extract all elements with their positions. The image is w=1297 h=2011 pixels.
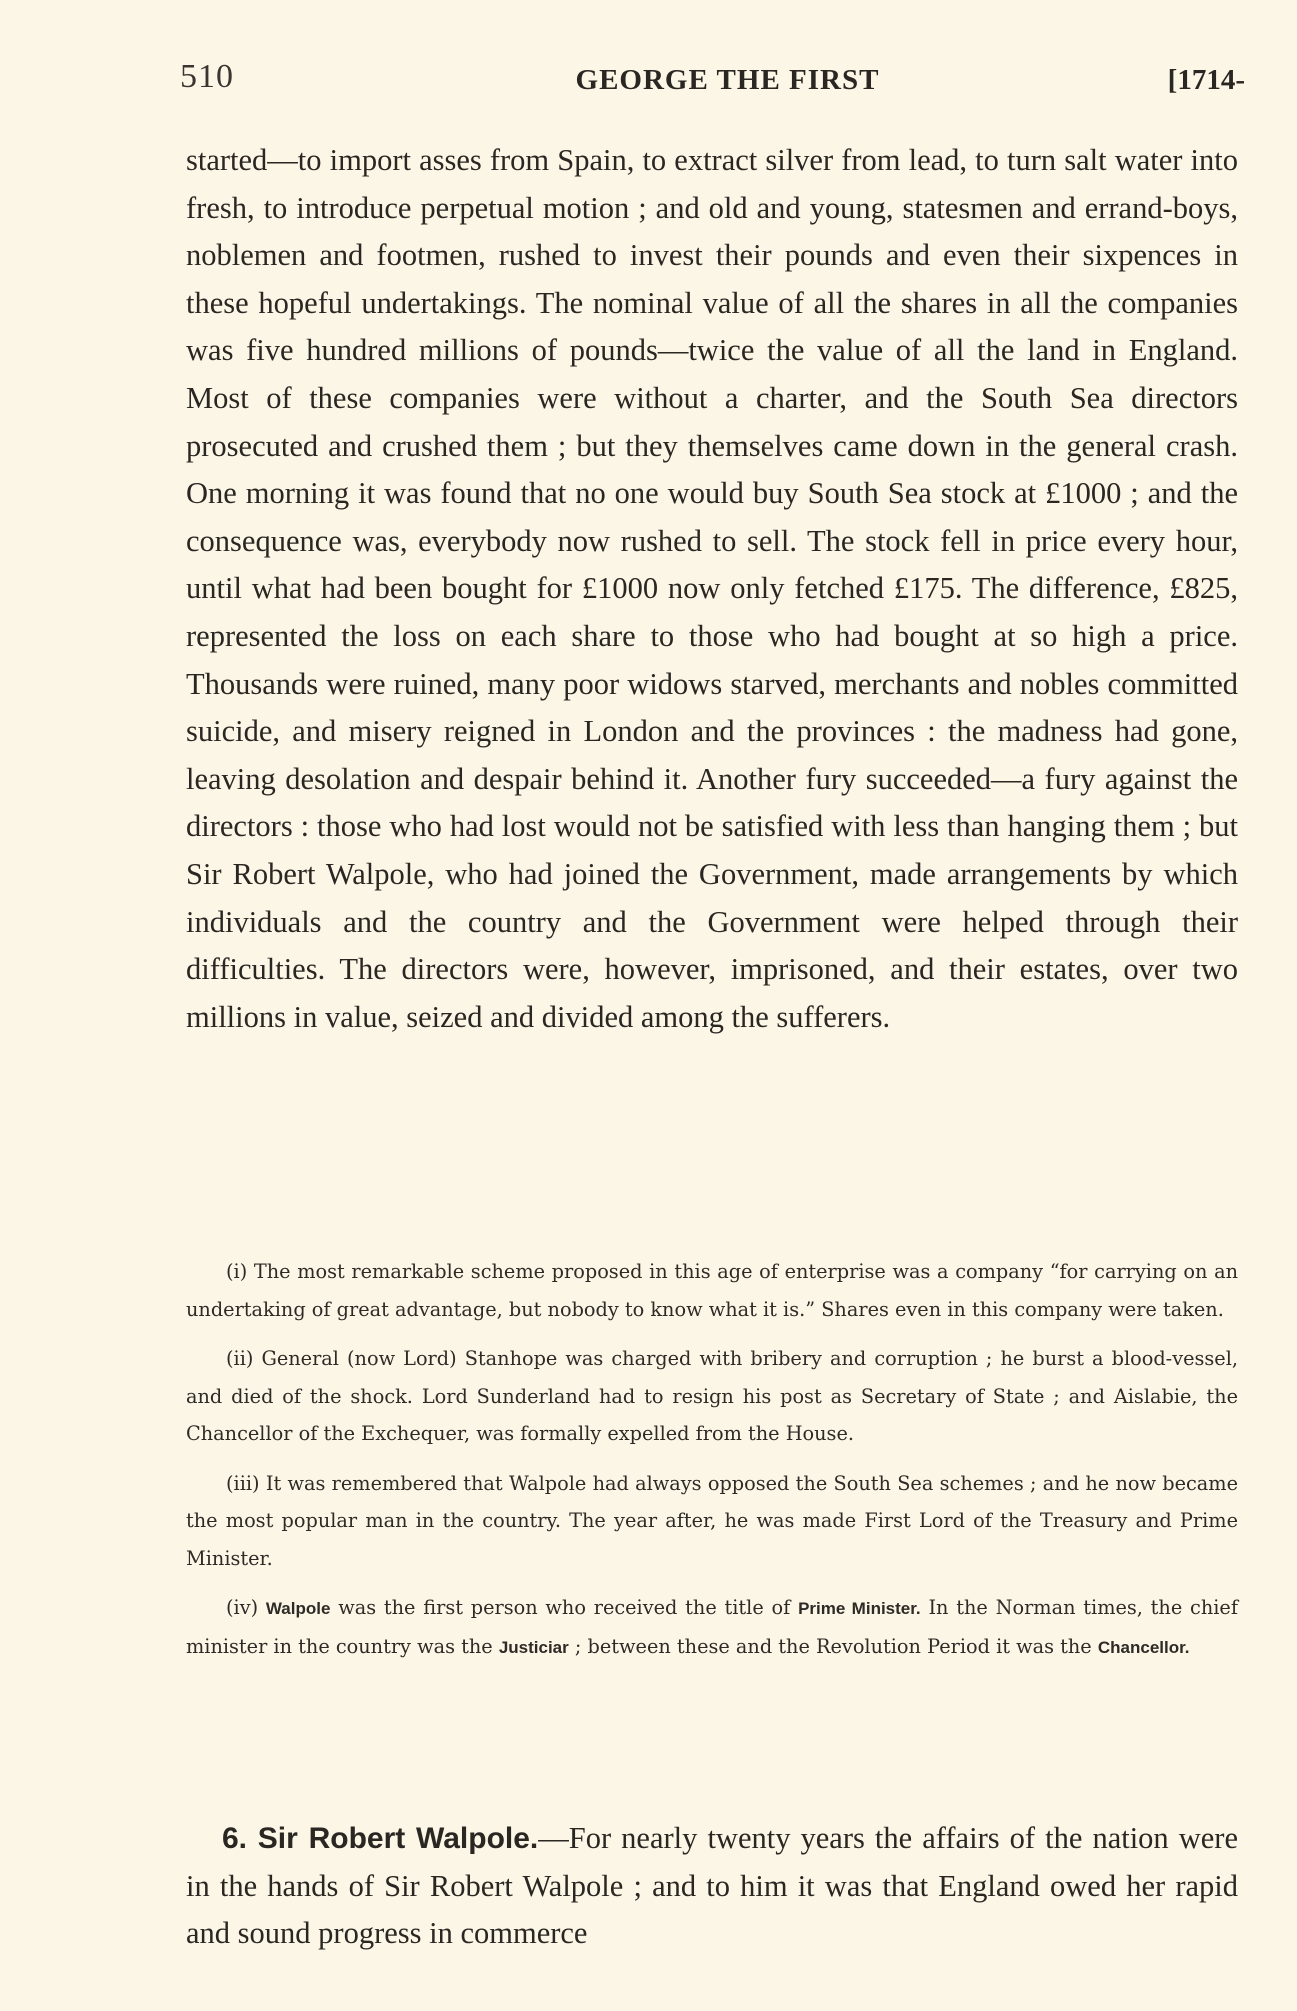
- running-head: [180, 58, 1255, 108]
- note-iv-chancellor: Chancellor.: [1097, 1637, 1190, 1657]
- note-iv-prefix: (iv): [226, 1596, 259, 1619]
- running-title: GEORGE THE FIRST: [575, 64, 880, 96]
- note-iv-walpole: Walpole: [265, 1599, 331, 1618]
- running-date: [1714-: [1167, 64, 1245, 96]
- note-iv-text2: In the Norman times, the chief minister in the country was the: [186, 1596, 1238, 1658]
- section-text: —For nearly twenty years the affairs of the nation were in the hands of Sir Robert Walpole ; and to him it was that England owed her rapid and sound progress in commerce: [186, 1821, 1238, 1951]
- main-paragraph: [186, 137, 1238, 1041]
- note-iv-text3: ; between these and the Revolution Period it was the: [574, 1634, 1092, 1658]
- note-iv-text1: was the first person who received the title of: [338, 1596, 791, 1619]
- section-paragraph: [186, 1815, 1238, 1958]
- footnotes: [186, 1253, 1238, 1678]
- note-iii: (iii) It was remembered that Walpole had always opposed the South Sea schemes ; and he now became the most popular man in the country. The year after, he was made First Lord of the Treasury and Prime Minister.: [186, 1471, 1238, 1570]
- note-iv-justiciar: Justiciar: [498, 1637, 569, 1657]
- section-6: [186, 1815, 1238, 1958]
- note-i: (i) The most remarkable scheme proposed in this age of enterprise was a company “for carrying on an undertaking of great advantage, but nobody to know what it is.” Shares even in this company were taken.: [186, 1260, 1238, 1321]
- note-ii: (ii) General (now Lord) Stanhope was charged with bribery and corruption ; he burst a blood-vessel, and died of the shock. Lord Sunderland had to resign his post as Secretary of State ; and Aislabie, the Chancellor of the Exchequer, was formally expelled from the House.: [186, 1347, 1238, 1445]
- page-number: 510: [180, 58, 234, 95]
- paragraph-text: started—to import asses from Spain, to extract silver from lead, to turn salt water into fresh, to introduce perpetual motion ; and old and young, statesmen and errand-boys, noblemen and footmen, rushed to invest their pounds and even their sixpences in these hopeful undertakings. The nominal value of all the shares in all the companies was five hundred millions of pounds—twice the value of all the land in England. Most of these companies were without a charter, and the South Sea directors prosecuted and crushed them ; but they themselves came down in the general crash. One morning it was found that no one would buy South Sea stock at £1000 ; and the consequence was, everybody now rushed to sell. The stock fell in price every hour, until what had been bought for £1000 now only fetched £175. The difference, £825, represented the loss on each share to those who had bought at so high a price. Thousands were ruined, many poor widows starved, merchants and nobles committed suicide, and misery reigned in London and the provinces : the madness had gone, leaving desolation and despair behind it. Another fury succeeded—a fury against the directors : those who had lost would not be satisfied with less than hanging them ; but Sir Robert Walpole, who had joined the Government, made arrangements by which individuals and the country and the Government were helped through their difficulties. The directors were, however, imprisoned, and their estates, over two millions in value, seized and divided among the sufferers.: [186, 143, 1238, 1034]
- section-heading: 6. Sir Robert Walpole.: [222, 1822, 539, 1855]
- note-iv: [186, 1589, 1238, 1666]
- note-iv-prime-minister: Prime Minister.: [798, 1599, 921, 1618]
